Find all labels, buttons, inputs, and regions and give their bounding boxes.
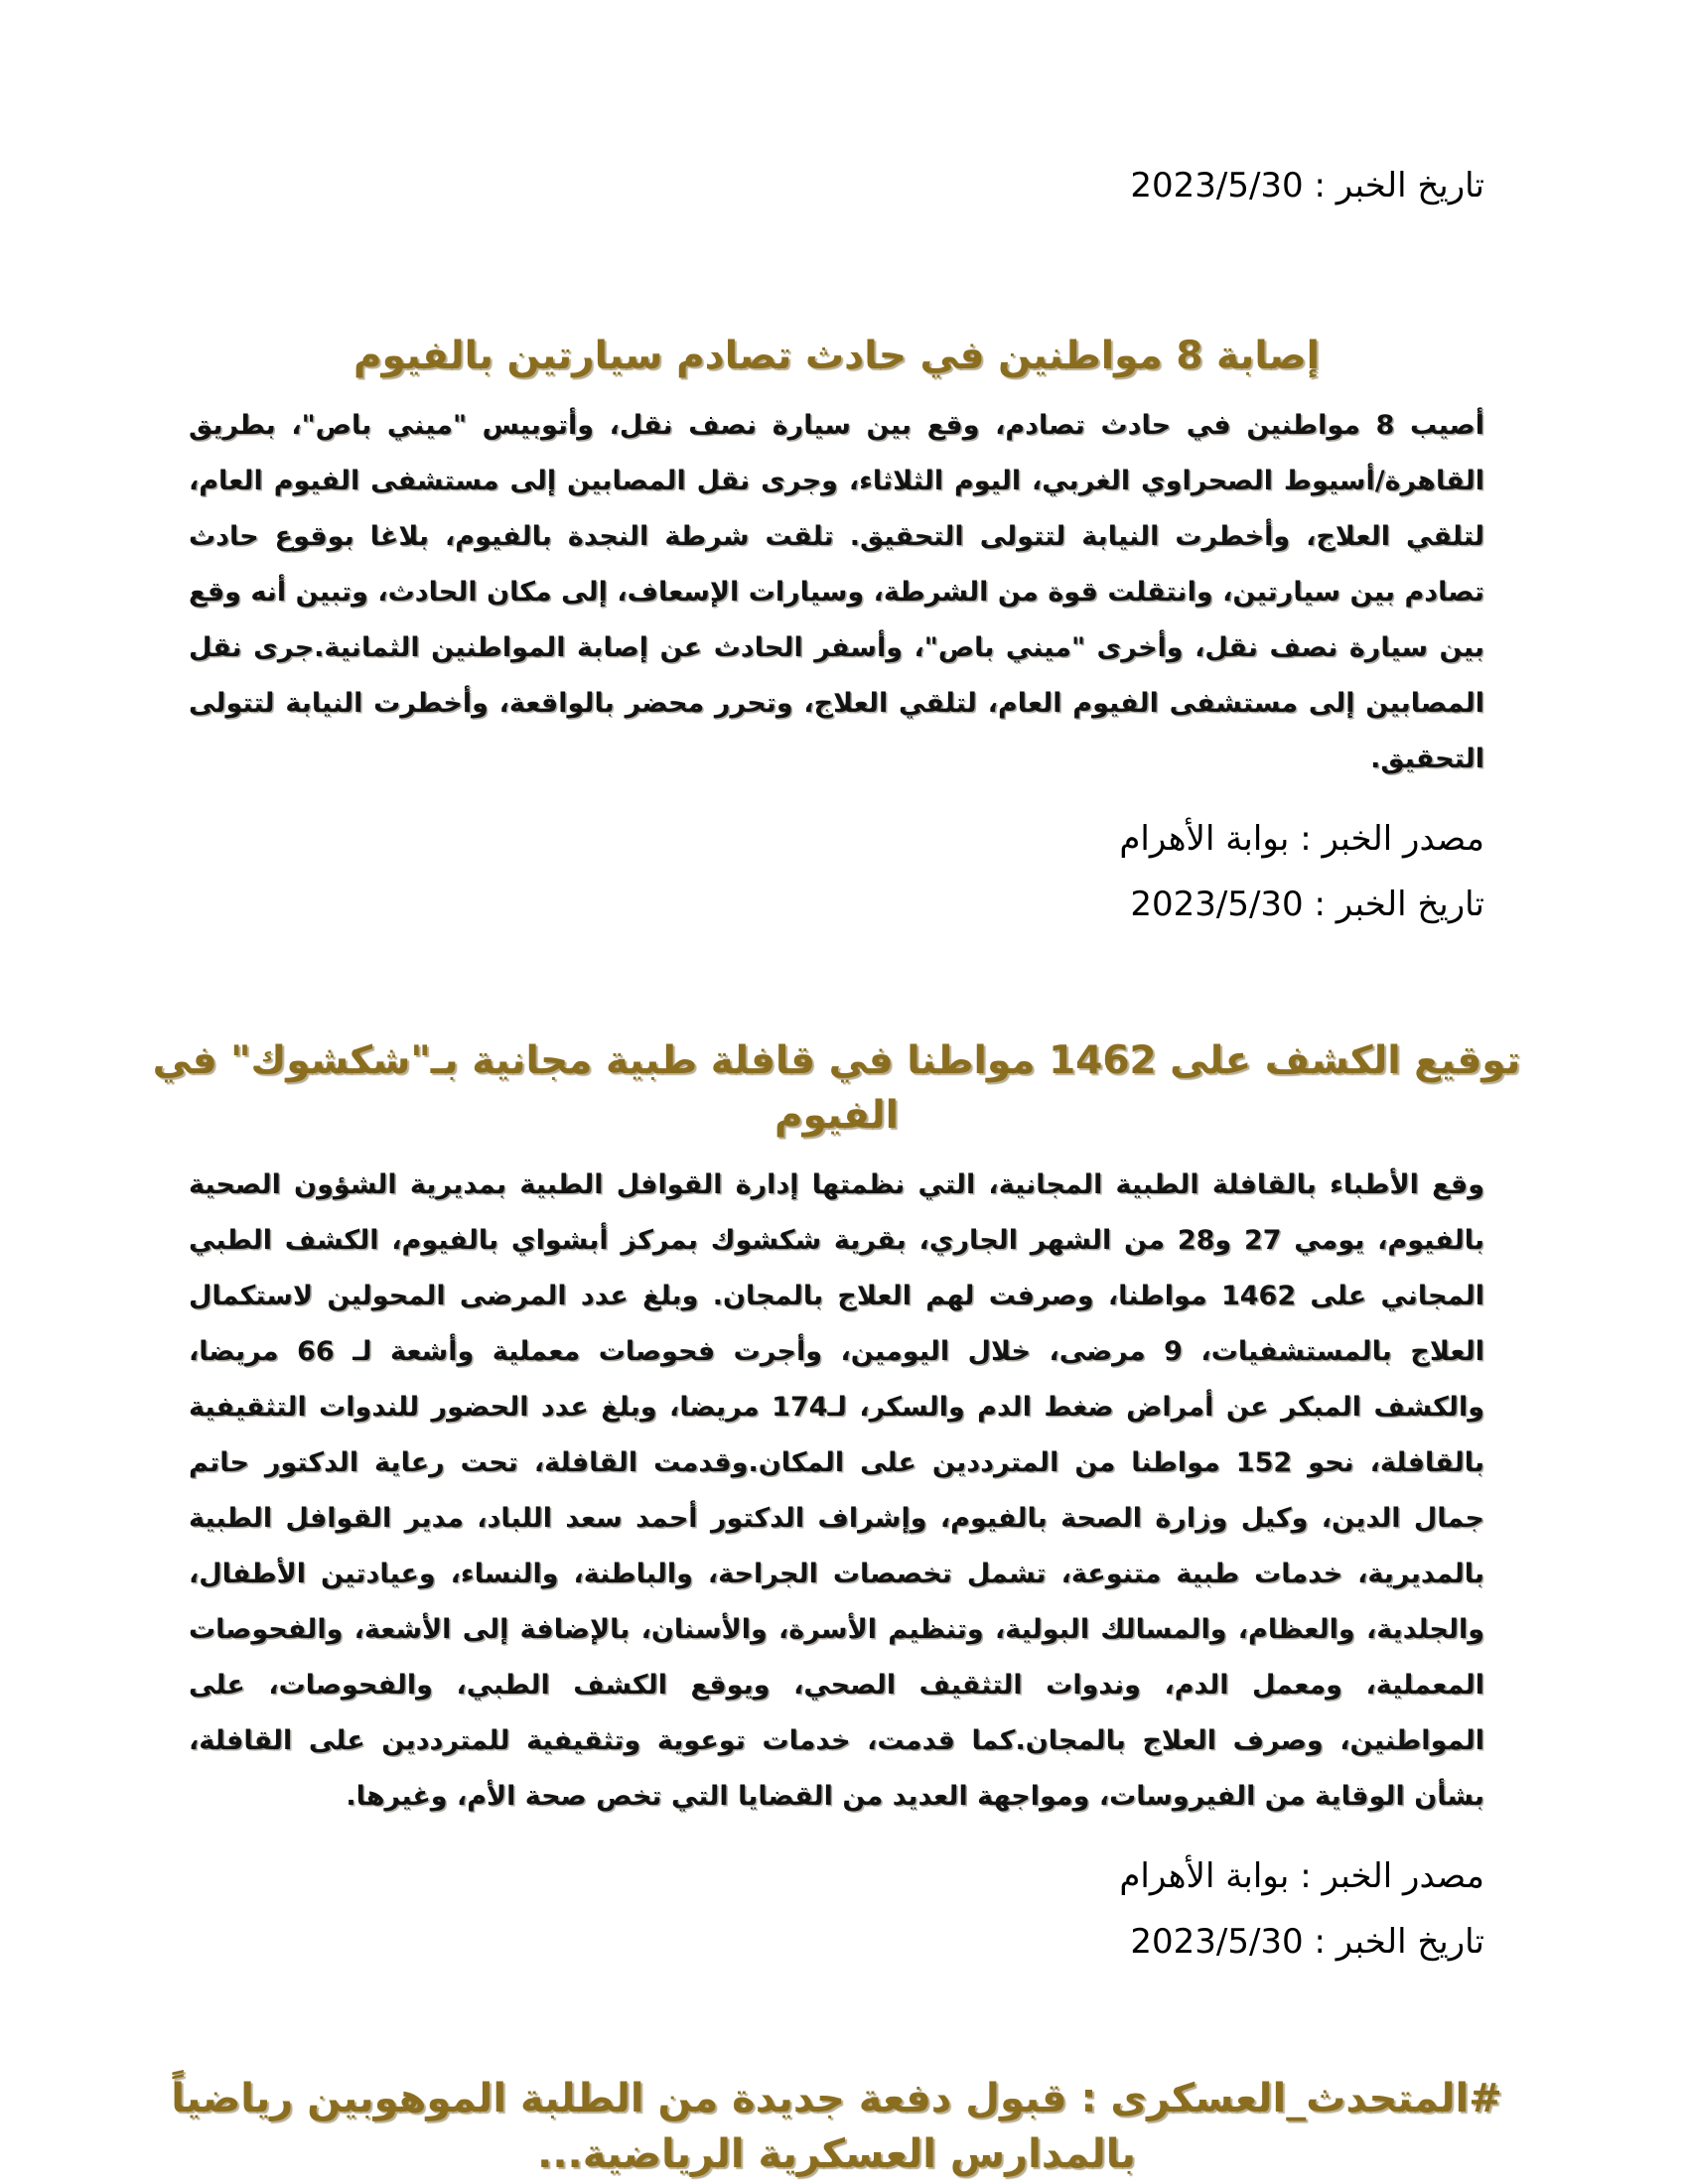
date-label: تاريخ الخبر : (1314, 884, 1484, 924)
article-military-spokesman-teaser (171, 2071, 1502, 2182)
article-body: وقع الأطباء بالقافلة الطبية المجانية، التي نظمتها إدارة القوافل الطبية بمديرية الشؤون الصحية بالفيوم، يومي 27 و28 من الشهر الجاري، بقرية شكشوك بمركز أبشواي بالفيوم، الكشف الطبي المجاني على 1462 مواطنا، وصرفت لهم العلاج بالمجان. وبلغ عدد المرضى المحولين لاستكمال العلاج بالمستشفيات، 9 مرضى، خلال اليومين، وأجرت فحوصات معملية وأشعة لـ 66 مريضا، والكشف المبكر عن أمراض ضغط الدم والسكر، لـ174 مريضا، وبلغ عدد الحضور للندوات التثقيفية بالقافلة، نحو 152 مواطنا من المترددين على المكان.وقدمت القافلة، تحت رعاية الدكتور حاتم جمال الدين، وكيل وزارة الصحة بالفيوم، وإشراف الدكتور أحمد سعد اللباد، مدير القوافل الطبية بالمديرية، خدمات طبية متنوعة، تشمل تخصصات الجراحة، والباطنة، والنساء، وعيادتين الأطفال، والجلدية، والعظام، والمسالك البولية، وتنظيم الأسرة، والأسنان، بالإضافة إلى الأشعة، والفحوصات المعملية، ومعمل الدم، وندوات التثقيف الصحي، ويوقع الكشف الطبي، والفحوصات، على المواطنين، وصرف العلاج بالمجان.كما قدمت، خدمات توعوية وتثقيفية للمترددين على القافلة، بشأن الوقاية من الفيروسات، ومواجهة العديد من القضايا التي تخص صحة الأم، وغيرها. (189, 1168, 1484, 1812)
article-title: توقيع الكشف على 1462 مواطنا في قافلة طبية مجانية بـ"شكشوك" في الفيوم (152, 1037, 1521, 1139)
date-value: 2023/5/30 (1130, 166, 1304, 205)
source-label: مصدر الخبر : (1300, 1855, 1484, 1896)
previous-article-date-line (189, 164, 1484, 207)
article-source-line (189, 1854, 1484, 1898)
date-label: تاريخ الخبر : (1314, 166, 1484, 205)
article-title: إصابة 8 مواطنين في حادث تصادم سيارتين بالفيوم (352, 334, 1321, 379)
article-date-line (189, 883, 1484, 926)
source-value: بوابة الأهرام (1119, 1855, 1290, 1896)
article-date-line (189, 1920, 1484, 1964)
date-value: 2023/5/30 (1130, 884, 1304, 924)
source-value: بوابة الأهرام (1119, 818, 1290, 859)
article-medical-convoy-news (152, 1033, 1521, 1964)
article-title: #المتحدث_العسكرى : قبول دفعة جديدة من الطلبة الموهوبين رياضياً بالمدارس العسكرية الرياضية... (171, 2076, 1502, 2178)
source-label: مصدر الخبر : (1300, 818, 1484, 859)
date-value: 2023/5/30 (1130, 1921, 1304, 1962)
article-source-line (189, 817, 1484, 861)
article-collision-news (189, 329, 1484, 926)
article-body: أصيب 8 مواطنين في حادث تصادم، وقع بين سيارة نصف نقل، وأتوبيس "ميني باص"، بطريق القاهرة/أسيوط الصحراوي الغربي، اليوم الثلاثاء، وجرى نقل المصابين إلى مستشفى الفيوم العام، لتلقي العلاج، وأخطرت النيابة لتتولى التحقيق. تلقت شرطة النجدة بالفيوم، بلاغا بوقوع حادث تصادم بين سيارتين، وانتقلت قوة من الشرطة، وسيارات الإسعاف، إلى مكان الحادث، وتبين أنه وقع بين سيارة نصف نقل، وأخرى "ميني باص"، وأسفر الحادث عن إصابة المواطنين الثمانية.جرى نقل المصابين إلى مستشفى الفيوم العام، لتلقي العلاج، وتحرر محضر بالواقعة، وأخطرت النيابة لتتولى التحقيق. (189, 409, 1484, 774)
date-label: تاريخ الخبر : (1314, 1921, 1484, 1962)
